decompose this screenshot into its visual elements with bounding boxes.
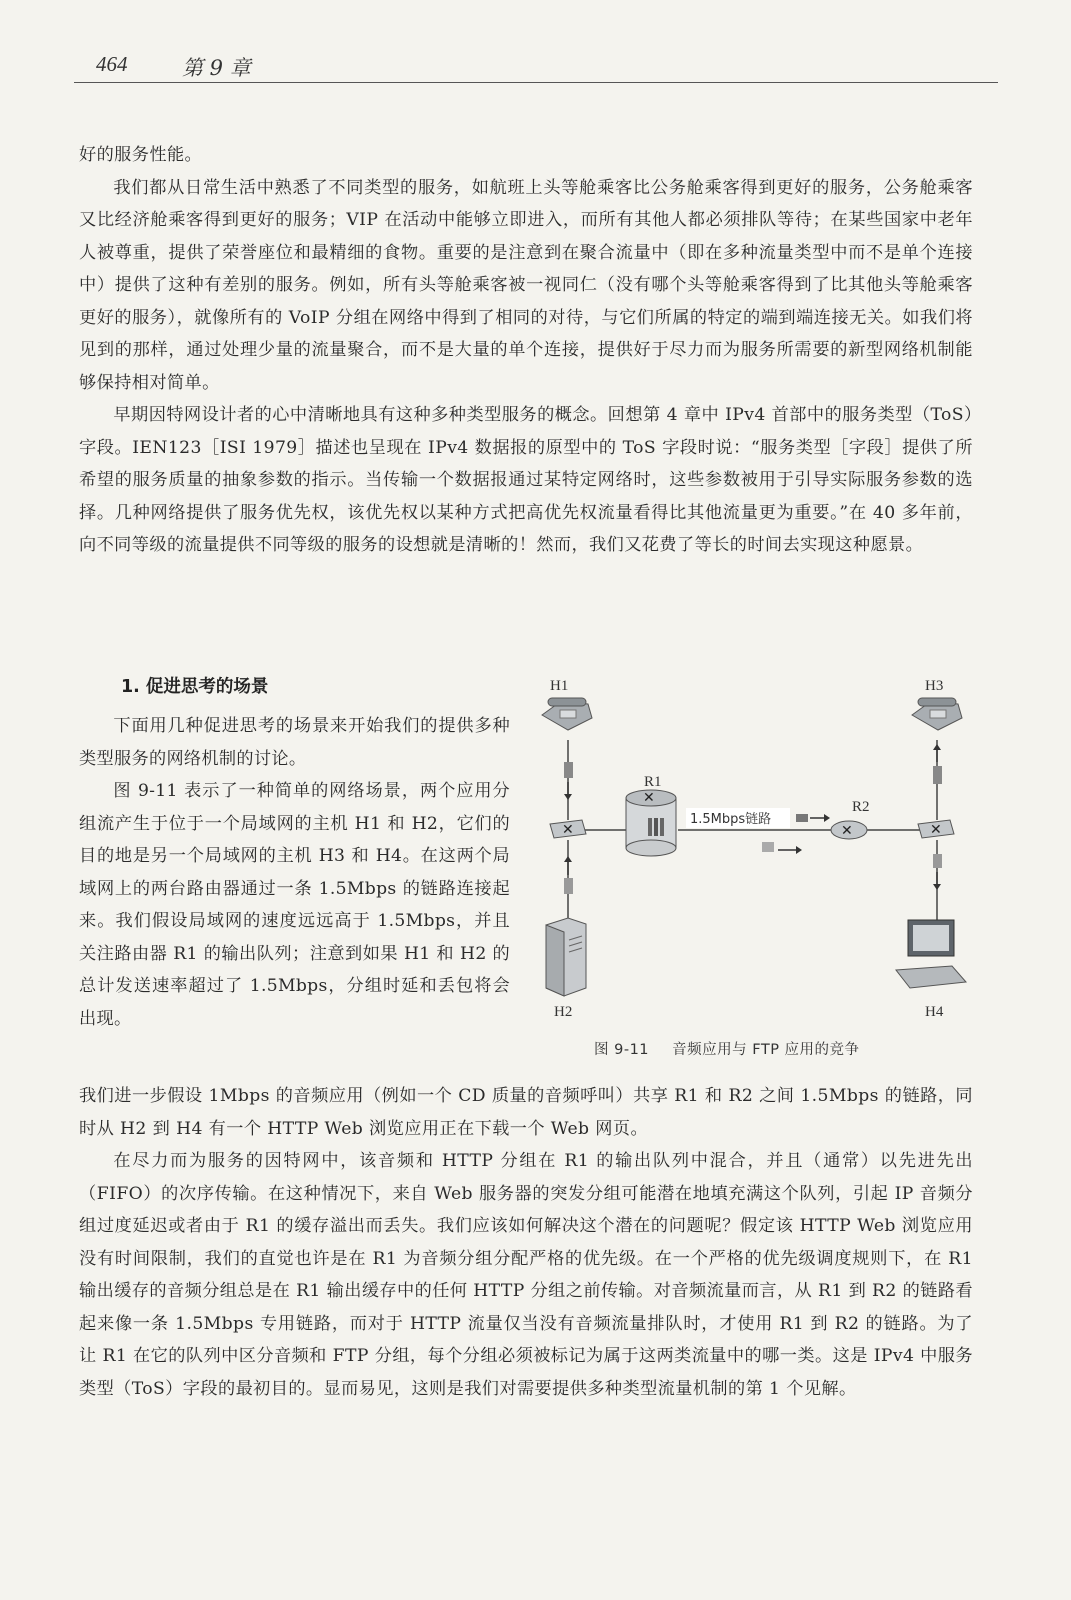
switch-icon <box>550 820 586 838</box>
section-heading: 1. 促进思考的场景 <box>121 677 269 697</box>
page-number: 464 <box>96 52 128 76</box>
running-head <box>96 52 251 80</box>
switch-icon <box>918 820 954 838</box>
paragraph-audio-assumption: 我们进一步假设 1Mbps 的音频应用（例如一个 CD 质量的音频呼叫）共享 R1 和 R2 之间 1.5Mbps 的链路，同时从 H2 到 H4 有一个 HTTP Web 浏览应用正在下载一个 Web 网页。 <box>79 1086 973 1139</box>
paragraph-best-effort: 在尽力而为服务的因特网中，该音频和 HTTP 分组在 R1 的输出队列中混合，并且（通常）以先进先出（FIFO）的次序传输。在这种情况下，来自 Web 服务器的突发分组可能潜在地填充满这个队列，引起 IP 音频分组过度延迟或者由于 R1 的缓存溢出而丢失。我们应该如何解决这个潜在的问题呢？假定该 HTTP Web 浏览应用没有时间限制，我们的直觉也许是在 R1 为音频分组分配严格的优先级。在一个严格的优先级调度规则下，在 R1 输出缓存的音频分组总是在 R1 输出缓存中的任何 HTTP 分组之前传输。对音频流量而言，从 R1 到 R2 的链路看起来像一条 1.5Mbps 专用链路，而对于 HTTP 流量仅当没有音频流量排队时，才使用 R1 到 R2 的链路。为了让 R1 在它的队列中区分音频和 FTP 分组，每个分组必须被标记为属于这两类流量中的哪一类。这是 IPv4 中服务类型（ToS）字段的最初目的。显而易见，这则是我们对需要提供多种类型流量机制的第 1 个见解。 <box>79 1151 973 1399</box>
figure-caption <box>594 1038 860 1059</box>
header-rule <box>74 82 998 83</box>
packet-arrow <box>762 842 802 854</box>
router-icon <box>626 790 676 856</box>
body-text-top <box>79 139 973 562</box>
router-icon <box>831 821 867 839</box>
computer-icon <box>896 920 966 988</box>
paragraph-scenarios-intro: 下面用几种促进思考的场景来开始我们的提供多种类型服务的网络机制的讨论。 <box>79 716 510 769</box>
packet-arrow <box>796 814 830 822</box>
h3-label: H3 <box>925 678 944 694</box>
packet-arrow <box>564 856 573 894</box>
chapter-title: 第 9 章 <box>182 56 251 80</box>
phone-icon <box>542 698 592 730</box>
figure-9-11 <box>540 670 990 1020</box>
packet-arrow <box>933 854 942 890</box>
svg-text:✕: ✕ <box>841 824 853 839</box>
server-icon <box>546 918 586 996</box>
link-label: 1.5Mbps链路 <box>690 812 772 827</box>
body-text-bottom <box>79 1080 973 1405</box>
svg-text:✕: ✕ <box>643 791 655 806</box>
h4-label: H4 <box>925 1004 944 1020</box>
paragraph-service-classes: 我们都从日常生活中熟悉了不同类型的服务，如航班上头等舱乘客比公务舱乘客得到更好的服务，公务舱乘客又比经济舱乘客得到更好的服务；VIP 在活动中能够立即进入，而所有其他人都必须排队等待；在某些国家中老年人被尊重，提供了荣誉座位和最精细的食物。重要的是注意到在聚合流量中（即在多种流量类型中而不是单个连接中）提供了这种有差别的服务。例如，所有头等舱乘客被一视同仁（没有哪个头等舱乘客得到了比其他头等舱乘客更好的服务），就像所有的 VoIP 分组在网络中得到了相同的对待，与它们所属的特定的端到端连接无关。如我们将见到的那样，通过处理少量的流量聚合，而不是大量的单个连接，提供好于尽力而为服务所需要的新型网络机制能够保持相对简单。 <box>79 177 973 393</box>
h1-label: H1 <box>550 678 569 694</box>
h2-label: H2 <box>554 1004 573 1020</box>
caption-number: 图 9-11 <box>594 1042 650 1058</box>
body-text-beside-figure <box>79 710 510 1035</box>
network-diagram <box>540 670 990 1020</box>
phone-icon <box>912 698 962 730</box>
paragraph-continuation: 好的服务性能。 <box>79 145 203 165</box>
r2-label: R2 <box>852 799 870 815</box>
r1-label: R1 <box>644 774 662 790</box>
paragraph-figure-description: 图 9-11 表示了一种简单的网络场景，两个应用分组流产生于位于一个局域网的主机 H1 和 H2，它们的目的地是另一个局域网的主机 H3 和 H4。在这两个局域网上的两台路由器通过一条 1.5Mbps 的链路连接起来。我们假设局域网的速度远远高于 1.5Mbps，并且关注路由器 R1 的输出队列；注意到如果 H1 和 H2 的总计发送速率超过了 1.5Mbps，分组时延和丢包将会出现。 <box>79 781 510 1029</box>
paragraph-tos-history: 早期因特网设计者的心中清晰地具有这种多种类型服务的概念。回想第 4 章中 IPv4 首部中的服务类型（ToS）字段。IEN123［ISI 1979］描述也呈现在 IPv4 数据报的原型中的 ToS 字段时说：“服务类型［字段］提供了所希望的服务质量的抽象参数的指示。当传输一个数据报通过某特定网络时，这些参数被用于引导实际服务参数的选择。几种网络提供了服务优先权，该优先权以某种方式把高优先权流量看得比其他流量更为重要。”在 40 多年前，向不同等级的流量提供不同等级的服务的设想就是清晰的！然而，我们又花费了等长的时间去实现这种愿景。 <box>79 405 973 555</box>
svg-text:✕: ✕ <box>562 823 574 838</box>
caption-text: 音频应用与 FTP 应用的竞争 <box>672 1042 860 1058</box>
svg-text:✕: ✕ <box>930 823 942 838</box>
